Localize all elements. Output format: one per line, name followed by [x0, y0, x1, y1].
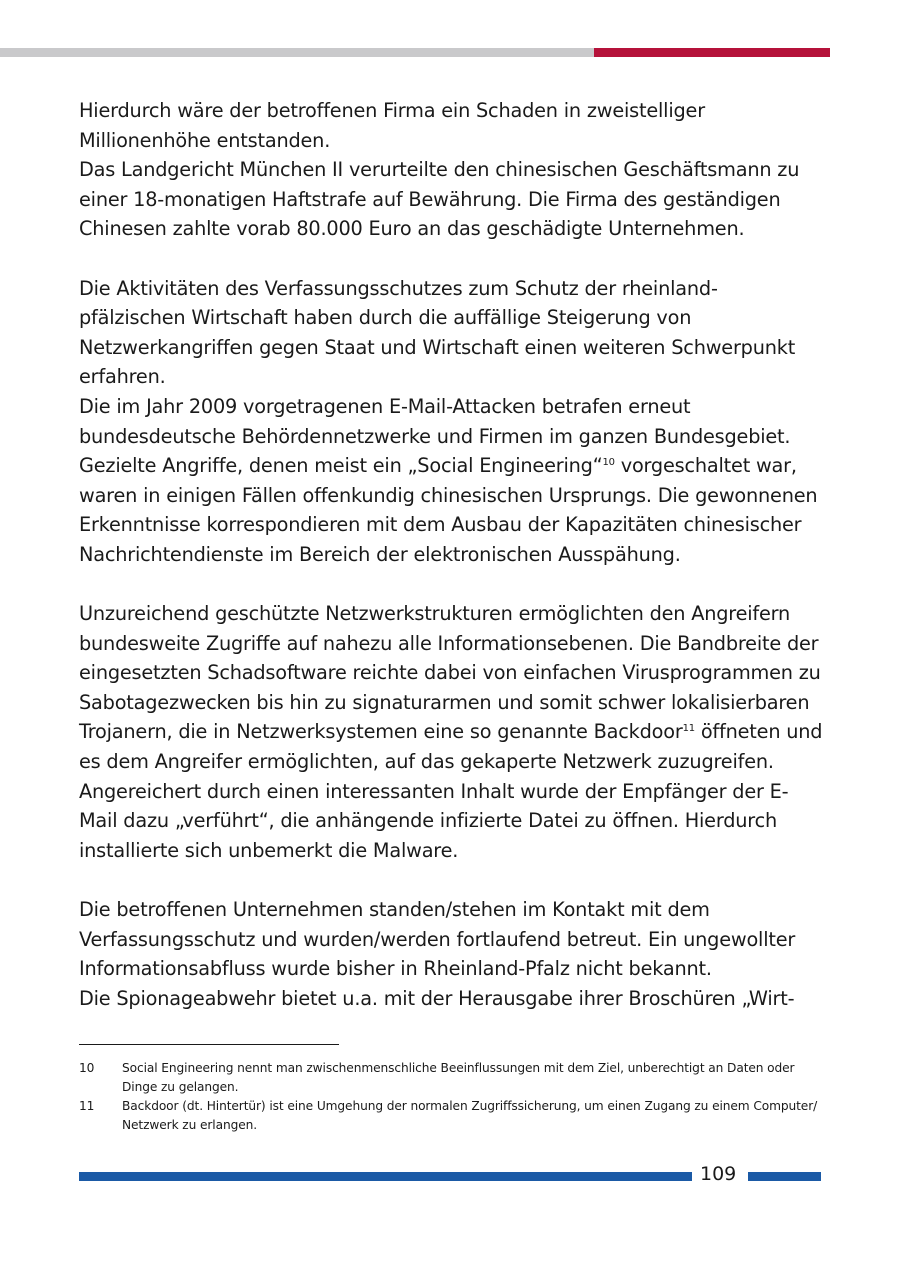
paragraph: [79, 599, 824, 865]
footnote-text: Social Engineering nennt man zwischenmenschliche Beeinflussungen mit dem Ziel, unberechtigt an Daten oder Dinge zu gelangen.: [122, 1061, 795, 1094]
footnote-number: 11: [79, 1099, 95, 1113]
paragraph-text: öffneten und es dem Angreifer ermöglichten, auf das gekaperte Netzwerk zuzugreifen. Angereichert durch einen interessanten Inhalt wurde der Empfänger der E-Mail dazu „verführt“, die anhängende infizierte Datei zu öffnen. Hierdurch installierte sich unbemerkt die Malware.: [79, 720, 823, 862]
paragraph: [79, 392, 824, 570]
body-text: [79, 96, 824, 1013]
footnote-ref-11: 11: [682, 723, 695, 735]
paragraph: Die betroffenen Unternehmen standen/stehen im Kontakt mit dem Verfassungsschutz und wurden/werden fortlaufend betreut. Ein ungewollter Informationsabfluss wurde bisher in Rheinland-Pfalz nicht bekannt.: [79, 898, 796, 981]
paragraph-text: vorgeschaltet war, waren in einigen Fällen offenkundig chinesischen Ursprungs. Die gewonnenen Erkenntnisse korrespondieren mit dem Ausbau der Kapazitäten chinesischer Nachrichtendienste im Bereich der elektronischen Ausspähung.: [79, 454, 818, 566]
page-number: 109: [700, 1163, 737, 1185]
paragraph: Hierdurch wäre der betroffenen Firma ein Schaden in zweistelliger Millionenhöhe entstanden.: [79, 99, 705, 152]
footer-rule-right: [748, 1172, 821, 1181]
footnote: [79, 1059, 824, 1097]
paragraph-text: Die im Jahr 2009 vorgetragenen E-Mail-Attacken betrafen erneut bundesdeutsche Behördennetzwerke und Firmen im ganzen Bundesgebiet. Gezielte Angriffe, denen meist ein „Social Engineering“: [79, 394, 791, 478]
footnotes: [79, 1059, 824, 1135]
footer-rule-left: [79, 1172, 692, 1181]
paragraph-text: Unzureichend geschützte Netzwerkstrukturen ermöglichten den Angreifern bundesweite Zugriffe auf nahezu alle Informationsebenen. Die Bandbreite der eingesetzten Schadsoftware reichte dabei von einfachen Virusprogrammen zu Sabotagezwecken bis hin zu signaturarmen und somit schwer lokalisierbaren Trojanern, die in Netzwerksystemen eine so genannte Backdoor: [79, 602, 821, 744]
footnote: [79, 1097, 824, 1135]
paragraph: Die Aktivitäten des Verfassungsschutzes zum Schutz der rheinland-pfälzischen Wirtschaft haben durch die auffällige Steigerung von Netzwerkangriffen gegen Staat und Wirtschaft einen weiteren Schwerpunkt erfahren.: [79, 276, 796, 389]
header-rule-gray: [0, 48, 594, 57]
footnote-text: Backdoor (dt. Hintertür) ist eine Umgehung der normalen Zugriffssicherung, um einen Zugang zu einem Computer/ Netzwerk zu erlangen.: [122, 1099, 818, 1132]
paragraph: Das Landgericht München II verurteilte den chinesischen Geschäftsmann zu einer 18-monatigen Haftstrafe auf Bewährung. Die Firma des geständigen Chinesen zahlte vorab 80.000 Euro an das geschädigte Unternehmen.: [79, 158, 800, 241]
paragraph: Die Spionageabwehr bietet u.a. mit der Herausgabe ihrer Broschüren „Wirt-: [79, 986, 795, 1010]
footnote-number: 10: [79, 1061, 95, 1075]
footnote-ref-10: 10: [602, 457, 615, 469]
footnote-divider: [79, 1044, 339, 1045]
header-rule-red: [594, 48, 830, 57]
